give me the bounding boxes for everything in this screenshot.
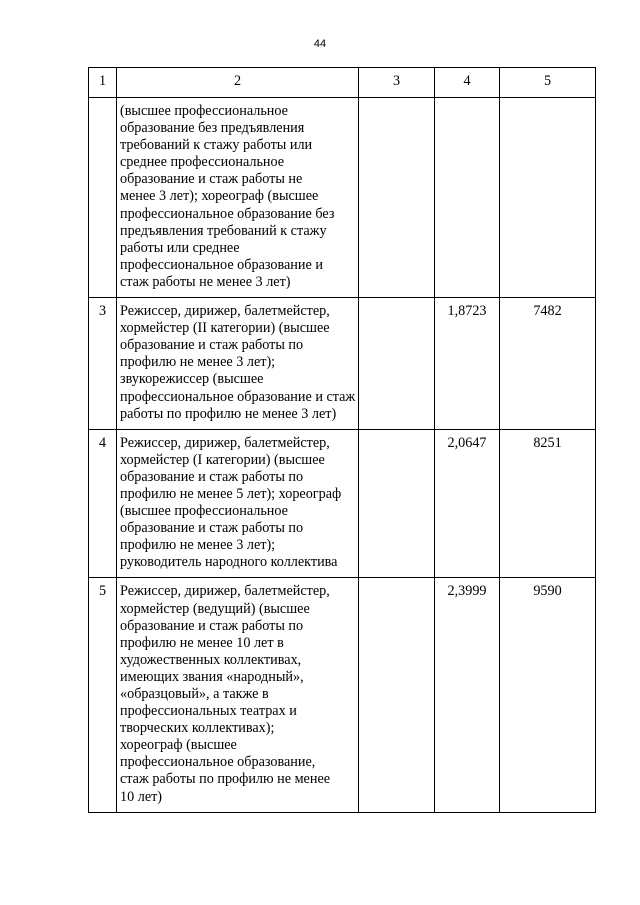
description-line: творческих коллективах); — [120, 720, 275, 737]
value-cell-col4: 1,8723 — [435, 298, 500, 430]
header-cell-4: 4 — [435, 68, 500, 98]
row-number-cell: 4 — [89, 429, 117, 578]
description-line: (высшее профессиональное — [120, 103, 288, 119]
value-cell-col3 — [359, 429, 435, 578]
value-cell-col5: 9590 — [500, 578, 596, 812]
table-header-row — [89, 68, 596, 98]
position-description-cell — [117, 98, 359, 298]
description-line: хореограф (высшее — [120, 737, 237, 754]
row-number-cell: 5 — [89, 578, 117, 812]
table-row — [89, 298, 596, 430]
description-line: (высшее профессиональное — [120, 503, 288, 520]
description-line: образование и стаж работы по — [120, 337, 304, 354]
value-cell-col3 — [359, 578, 435, 812]
description-line: образование и стаж работы по — [120, 617, 304, 634]
description-line: имеющих звания «народный», — [120, 668, 304, 685]
description-line: Режиссер, дирижер, балетмейстер, — [120, 583, 330, 600]
value-cell-col5 — [500, 98, 596, 298]
page-number: 44 — [313, 38, 327, 50]
description-line: профессиональное образование без — [120, 205, 335, 222]
description-line: 10 лет) — [120, 788, 163, 805]
description-line: работы или среднее — [120, 239, 240, 256]
salary-coefficients-table — [88, 67, 596, 813]
description-line: профессиональных театрах и — [120, 703, 297, 720]
description-line: предъявления требований к стажу — [120, 222, 327, 239]
table-row — [89, 429, 596, 578]
description-line: звукорежиссер (высшее — [120, 371, 264, 388]
description-line: профилю не менее 3 лет); — [120, 354, 276, 371]
value-cell-col4: 2,0647 — [435, 429, 500, 578]
description-line: стаж работы по профилю не менее — [120, 771, 331, 788]
description-line: образование без предъявления — [120, 120, 305, 137]
table-row — [89, 98, 596, 298]
description-line: хормейстер (I категории) (высшее — [120, 451, 325, 468]
description-line: среднее профессиональное — [120, 154, 285, 171]
value-cell-col3 — [359, 298, 435, 430]
description-line: Режиссер, дирижер, балетмейстер, — [120, 434, 330, 451]
table-body — [89, 98, 596, 813]
header-cell-5: 5 — [500, 68, 596, 98]
header-cell-1: 1 — [89, 68, 117, 98]
value-cell-col3 — [359, 98, 435, 298]
description-line: «образцовый», а также в — [120, 686, 269, 702]
description-line: работы по профилю не менее 3 лет) — [120, 405, 337, 422]
description-line: профессиональное образование и — [120, 256, 323, 273]
description-line: образование и стаж работы не — [120, 171, 303, 188]
position-description-cell — [117, 298, 359, 430]
description-line: хормейстер (ведущий) (высшее — [120, 600, 310, 617]
value-cell-col5: 7482 — [500, 298, 596, 430]
description-line: хормейстер (II категории) (высшее — [120, 320, 330, 337]
description-line: Режиссер, дирижер, балетмейстер, — [120, 303, 330, 320]
header-cell-3: 3 — [359, 68, 435, 98]
value-cell-col5: 8251 — [500, 429, 596, 578]
description-line: руководитель народного коллектива — [120, 554, 338, 571]
description-line: профилю не менее 5 лет); хореограф — [120, 485, 342, 502]
description-line: профессиональное образование, — [120, 754, 316, 771]
description-line: стаж работы не менее 3 лет) — [120, 273, 291, 290]
value-cell-col4: 2,3999 — [435, 578, 500, 812]
row-number-cell — [89, 98, 117, 298]
row-number-cell: 3 — [89, 298, 117, 430]
description-line: художественных коллективах, — [120, 651, 302, 668]
description-line: профессиональное образование и стаж — [120, 388, 356, 405]
position-description-cell — [117, 578, 359, 812]
value-cell-col4 — [435, 98, 500, 298]
description-line: требований к стажу работы или — [120, 137, 313, 154]
description-line: менее 3 лет); хореограф (высшее — [120, 188, 319, 205]
description-line: профилю не менее 3 лет); — [120, 537, 276, 554]
description-line: образование и стаж работы по — [120, 520, 304, 537]
header-cell-2: 2 — [117, 68, 359, 98]
position-description-cell — [117, 429, 359, 578]
description-line: образование и стаж работы по — [120, 468, 304, 485]
description-line: профилю не менее 10 лет в — [120, 634, 284, 651]
table-row — [89, 578, 596, 812]
